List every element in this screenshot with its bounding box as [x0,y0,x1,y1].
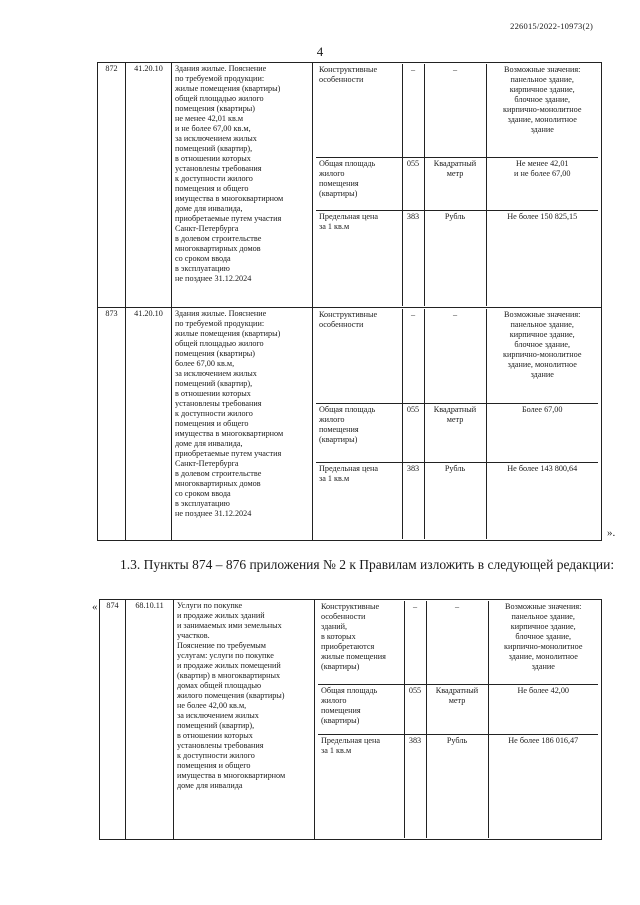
characteristic-value: Возможные значения: панельное здание, кирпичное здание, блочное здание, кирпично-монолитное здание, монолитное здание [486,64,598,157]
item-number: 874 [100,600,126,840]
unit-name: – [426,601,488,684]
characteristic-name: Предельная цена за 1 кв.м [319,463,379,483]
characteristic-value: Не менее 42,01 и не более 67,00 [486,157,598,210]
table-row [98,308,602,541]
unit-name: Рубль [426,734,488,838]
characteristic-row [316,157,598,210]
unit-name: – [424,309,486,403]
table-row [100,600,602,840]
item-description: Услуги по покупке и продаже жилых зданий и занимаемых ими земельных участков. Пояснение по требуемым услугам: услуги по покупке и продаже жилых помещений (квартир) в многоквартирных домах общей площадью жилого помещения (квартиры) не более 42,00 кв.м, за исключением жилых помещений (квартир), в отношении которых установлены требования к доступности жилого помещения и общего имущества в многоквартирном доме для инвалида [174,600,315,840]
item-description: Здания жилые. Пояснение по требуемой продукции: жилые помещения (квартиры) общей площадью жилого помещения (квартиры) более 67,00 кв.м, за исключением жилых помещений (квартир), в отношении которых установлены требования к доступности жилого помещения и общего имущества в многоквартирном доме для инвалида, приобретаемые путем участия Санкт-Петербурга в долевом строительстве многоквартирных домов со сроком ввода в эксплуатацию не позднее 31.12.2024 [172,308,313,541]
unit-name: Рубль [424,462,486,539]
okei-code: – [404,601,426,684]
okei-code: 055 [402,157,424,210]
unit-name: Квадратный метр [426,684,488,734]
unit-name: Квадратный метр [424,157,486,210]
characteristics-table [316,309,598,539]
unit-name: Квадратный метр [424,403,486,462]
characteristics-table [318,601,598,838]
characteristic-name: Общая площадь жилого помещения (квартиры) [318,684,404,734]
closing-quote: ». [607,527,616,539]
characteristic-value: Не более 150 825,15 [486,210,598,306]
page-number: 4 [316,44,324,59]
document-id: 226015/2022-10973(2) [510,21,593,31]
okei-code: 383 [402,210,424,306]
characteristic-name: Общая площадь жилого помещения (квартиры) [316,403,402,462]
okei-code: – [402,64,424,157]
okpd-code: 41.20.10 [126,63,172,308]
okei-code: – [402,309,424,403]
characteristic-name: Конструктивные особенности [316,309,402,403]
characteristic-row [316,309,598,403]
okei-code: 055 [402,403,424,462]
item-number: 872 [98,63,126,308]
item-description: Здания жилые. Пояснение по требуемой продукции: жилые помещения (квартиры) общей площадью жилого помещения (квартиры) не менее 42,01 кв.м и не более 67,00 кв.м, за исключением жилых помещений (квартир), в отношении которых установлены требования к доступности жилого помещения и общего имущества в многоквартирном доме для инвалида, приобретаемые путем участия Санкт-Петербурга в долевом строительстве многоквартирных домов со сроком ввода в эксплуатацию не позднее 31.12.2024 [172,63,313,308]
characteristic-row [316,210,598,306]
okpd-code: 68.10.11 [126,600,174,840]
characteristic-name: Предельная цена за 1 кв.м [321,735,381,755]
regulation-table-2 [99,599,602,840]
characteristic-row [318,601,598,684]
characteristics-cell [313,308,602,541]
unit-name: – [424,64,486,157]
okei-code: 055 [404,684,426,734]
characteristics-cell [315,600,602,840]
characteristic-name: Предельная цена за 1 кв.м [319,211,379,231]
characteristic-row [316,462,598,539]
characteristic-value: Не более 143 800,64 [486,462,598,539]
okei-code: 383 [402,462,424,539]
item-number: 873 [98,308,126,541]
characteristic-value: Возможные значения: панельное здание, кирпичное здание, блочное здание, кирпично-монолитное здание, монолитное здание [488,601,598,684]
characteristic-name: Конструктивные особенности зданий, в которых приобретаются жилые помещения (квартиры) [318,601,404,684]
characteristics-cell [313,63,602,308]
characteristic-row [318,734,598,838]
table-row [98,63,602,308]
characteristic-row [316,64,598,157]
characteristic-name: Общая площадь жилого помещения (квартиры) [316,157,402,210]
characteristic-value: Не более 186 016,47 [488,734,598,838]
unit-name: Рубль [424,210,486,306]
characteristic-value: Не более 42,00 [488,684,598,734]
amendment-paragraph: 1.3. Пункты 874 – 876 приложения № 2 к Правилам изложить в следующей редакции: [120,557,615,572]
characteristic-row [318,684,598,734]
characteristic-value: Более 67,00 [486,403,598,462]
characteristic-row [316,403,598,462]
okpd-code: 41.20.10 [126,308,172,541]
okei-code: 383 [404,734,426,838]
characteristic-name: Конструктивные особенности [316,64,402,157]
opening-quote: « [92,601,98,613]
characteristic-value: Возможные значения: панельное здание, кирпичное здание, блочное здание, кирпично-монолитное здание, монолитное здание [486,309,598,403]
characteristics-table [316,64,598,306]
regulation-table-1 [97,62,602,541]
